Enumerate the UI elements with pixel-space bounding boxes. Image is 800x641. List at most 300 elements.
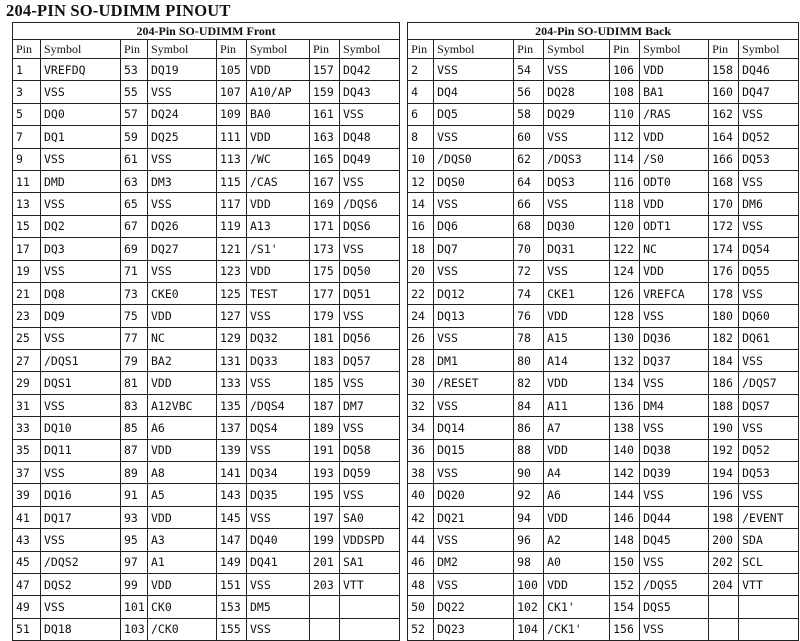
back-pin-symbol: VSS [434,394,514,416]
divider [400,103,408,125]
front-pin-symbol: BA0 [247,103,310,125]
back-pin-number: 170 [709,193,739,215]
back-pin-number: 92 [514,484,544,506]
back-pin-number: 158 [709,59,739,81]
back-pin-symbol: DQ60 [739,305,799,327]
back-pin-symbol: VSS [739,350,799,372]
front-pin-number: 133 [217,372,247,394]
front-pin-number: 81 [121,372,148,394]
back-pin-number: 184 [709,350,739,372]
front-pin-symbol: VSS [148,260,217,282]
table-row [13,103,799,125]
back-pin-number: 74 [514,282,544,304]
table-row [13,417,799,439]
front-pin-number: 19 [13,260,41,282]
back-pin-symbol: A7 [544,417,610,439]
back-pin-number: 60 [514,126,544,148]
front-pin-symbol: VSS [148,193,217,215]
front-pin-number: 17 [13,238,41,260]
back-pin-number: 188 [709,394,739,416]
table-row [13,59,799,81]
back-pin-symbol: /DQS5 [640,573,709,595]
back-pin-number: 134 [610,372,640,394]
divider [400,238,408,260]
back-pin-number: 84 [514,394,544,416]
front-pin-number: 15 [13,215,41,237]
back-pin-symbol: VDD [544,305,610,327]
front-pin-symbol: VDD [148,305,217,327]
front-pin-symbol: DQ40 [247,529,310,551]
back-pin-number: 198 [709,506,739,528]
front-pin-number: 65 [121,193,148,215]
back-pin-symbol: ODT0 [640,170,709,192]
front-pin-number: 151 [217,573,247,595]
table-row [13,573,799,595]
back-pin-symbol: DQ44 [640,506,709,528]
front-pin-symbol: VDD [247,260,310,282]
back-pin-number: 38 [408,462,434,484]
back-pin-number: 164 [709,126,739,148]
back-pin-symbol: VDD [640,260,709,282]
back-pin-symbol: DQ5 [434,103,514,125]
back-pin-number: 42 [408,506,434,528]
front-pin-symbol: DQ18 [41,618,121,640]
front-pin-number: 29 [13,372,41,394]
back-pin-symbol: VSS [640,417,709,439]
front-pin-number: 89 [121,462,148,484]
front-pin-number: 79 [121,350,148,372]
back-pin-number: 124 [610,260,640,282]
front-pin-number [310,618,340,640]
table-row [13,596,799,618]
back-pin-number: 96 [514,529,544,551]
back-pin-number: 44 [408,529,434,551]
table-row [13,350,799,372]
front-pin-number: 7 [13,126,41,148]
front-pin-number: 129 [217,327,247,349]
back-pin-number: 132 [610,350,640,372]
back-pin-number: 128 [610,305,640,327]
front-col-pin-header: Pin [310,40,340,59]
back-pin-number: 104 [514,618,544,640]
back-pin-number: 88 [514,439,544,461]
back-pin-number: 162 [709,103,739,125]
back-pin-symbol: CKE1 [544,282,610,304]
back-pin-symbol: VSS [640,618,709,640]
back-pin-number: 36 [408,439,434,461]
back-pin-number: 50 [408,596,434,618]
divider [400,573,408,595]
back-pin-number: 40 [408,484,434,506]
back-pin-symbol: DM4 [640,394,709,416]
back-pin-number: 192 [709,439,739,461]
back-pin-symbol: /DQS3 [544,148,610,170]
front-pin-symbol: VSS [340,305,400,327]
front-pin-symbol: DQ32 [247,327,310,349]
front-pin-number: 193 [310,462,340,484]
back-pin-symbol: NC [640,238,709,260]
front-pin-number: 111 [217,126,247,148]
table-row [13,170,799,192]
back-pin-number: 30 [408,372,434,394]
front-pin-symbol: DQ51 [340,282,400,304]
back-pin-symbol: VSS [739,417,799,439]
divider [400,282,408,304]
back-pin-number: 8 [408,126,434,148]
front-pin-symbol: DQS1 [41,372,121,394]
back-pin-number: 118 [610,193,640,215]
front-pin-symbol: VDD [247,126,310,148]
front-pin-number: 87 [121,439,148,461]
front-pin-symbol: VSS [247,305,310,327]
back-pin-symbol: DQS0 [434,170,514,192]
back-pin-number: 68 [514,215,544,237]
back-pin-number: 2 [408,59,434,81]
back-pin-number: 66 [514,193,544,215]
back-pin-number: 24 [408,305,434,327]
front-pin-symbol: DQ10 [41,417,121,439]
divider [400,551,408,573]
front-pin-symbol: BA2 [148,350,217,372]
divider [400,305,408,327]
front-pin-number: 37 [13,462,41,484]
back-pin-number: 12 [408,170,434,192]
back-pin-symbol: VSS [640,484,709,506]
front-pin-number: 149 [217,551,247,573]
back-pin-symbol: A15 [544,327,610,349]
back-pin-symbol: DQ61 [739,327,799,349]
front-pin-number: 99 [121,573,148,595]
front-pin-number: 119 [217,215,247,237]
front-pin-number: 41 [13,506,41,528]
front-pin-symbol: VSS [340,372,400,394]
back-pin-symbol: VDD [640,193,709,215]
back-pin-symbol: DQ14 [434,417,514,439]
front-pin-symbol: /DQS2 [41,551,121,573]
back-pin-symbol: VSS [434,126,514,148]
front-pin-symbol: VSS [41,394,121,416]
front-pin-symbol: DQ0 [41,103,121,125]
table-row [13,506,799,528]
divider [400,439,408,461]
front-pin-symbol: DQ34 [247,462,310,484]
back-pin-symbol: /S0 [640,148,709,170]
back-pin-symbol: DQ13 [434,305,514,327]
back-col-pin-header: Pin [610,40,640,59]
back-pin-symbol: VSS [544,126,610,148]
back-pin-number: 28 [408,350,434,372]
front-pin-number: 147 [217,529,247,551]
front-pin-symbol: DQ17 [41,506,121,528]
table-row [13,215,799,237]
back-pin-symbol: /EVENT [739,506,799,528]
back-pin-number: 168 [709,170,739,192]
back-pin-number: 194 [709,462,739,484]
table-row [13,193,799,215]
front-pin-number: 161 [310,103,340,125]
front-pin-symbol: VDD [148,439,217,461]
front-pin-symbol: VSS [41,596,121,618]
divider [400,148,408,170]
back-pin-symbol: DQ29 [544,103,610,125]
back-pin-number: 120 [610,215,640,237]
front-pin-symbol: DM3 [148,170,217,192]
back-pin-symbol: VSS [640,305,709,327]
back-pin-number: 202 [709,551,739,573]
front-pin-symbol: VDD [148,372,217,394]
front-pin-symbol: DQ48 [340,126,400,148]
front-pin-symbol: CK0 [148,596,217,618]
front-pin-number: 137 [217,417,247,439]
front-pin-number [310,596,340,618]
table-row [13,126,799,148]
front-pin-symbol: DMD [41,170,121,192]
front-pin-symbol: DQ58 [340,439,400,461]
front-pin-symbol: VDD [148,573,217,595]
table-row [13,81,799,103]
back-pin-symbol: VDD [544,372,610,394]
back-pin-number: 14 [408,193,434,215]
front-pin-symbol: CKE0 [148,282,217,304]
back-pin-number: 150 [610,551,640,573]
front-pin-number: 21 [13,282,41,304]
front-pin-symbol: VSS [41,462,121,484]
front-pin-number: 59 [121,126,148,148]
front-pin-symbol: VSS [247,506,310,528]
divider [400,529,408,551]
front-pin-symbol: VSS [41,529,121,551]
table-row [13,238,799,260]
back-pin-number: 200 [709,529,739,551]
front-pin-symbol: DQS2 [41,573,121,595]
front-pin-symbol: DQ8 [41,282,121,304]
front-pin-number: 143 [217,484,247,506]
front-pin-symbol: VSS [340,484,400,506]
front-pin-number: 173 [310,238,340,260]
front-pin-symbol: DQ59 [340,462,400,484]
back-pin-symbol: DQ30 [544,215,610,237]
front-pin-symbol: SA1 [340,551,400,573]
back-pin-number: 10 [408,148,434,170]
back-pin-number [709,596,739,618]
back-pin-number: 154 [610,596,640,618]
back-pin-symbol: /RAS [640,103,709,125]
front-pin-number: 199 [310,529,340,551]
front-pin-number: 9 [13,148,41,170]
back-col-pin-header: Pin [514,40,544,59]
back-pin-symbol: DQ45 [640,529,709,551]
divider [400,350,408,372]
front-pin-symbol: VDD [148,506,217,528]
back-pin-symbol: A14 [544,350,610,372]
front-pin-symbol: VDD [247,59,310,81]
front-pin-number: 203 [310,573,340,595]
front-pin-symbol: A8 [148,462,217,484]
front-pin-symbol: /S1' [247,238,310,260]
front-pin-symbol: DQ42 [340,59,400,81]
back-pin-symbol: VSS [739,282,799,304]
table-row [13,439,799,461]
back-pin-symbol: VREFCA [640,282,709,304]
divider [400,126,408,148]
front-pin-number: 25 [13,327,41,349]
back-pin-number: 86 [514,417,544,439]
back-pin-symbol: DQ47 [739,81,799,103]
back-col-pin-header: Pin [709,40,739,59]
front-pin-number: 139 [217,439,247,461]
back-pin-symbol: DQ52 [739,126,799,148]
front-pin-symbol: A3 [148,529,217,551]
front-pin-number: 101 [121,596,148,618]
front-pin-number: 123 [217,260,247,282]
front-pin-symbol: VSS [41,148,121,170]
front-pin-symbol: DQ26 [148,215,217,237]
back-pin-number: 62 [514,148,544,170]
front-pin-number: 183 [310,350,340,372]
back-pin-number: 102 [514,596,544,618]
front-pin-number: 67 [121,215,148,237]
front-pin-number: 57 [121,103,148,125]
back-col-symbol-header: Symbol [640,40,709,59]
front-pin-number: 97 [121,551,148,573]
back-pin-symbol: VDD [640,59,709,81]
section-heading-row [13,23,799,40]
divider [400,215,408,237]
front-pin-number: 23 [13,305,41,327]
back-pin-number: 138 [610,417,640,439]
back-pin-symbol: DQ20 [434,484,514,506]
divider [400,462,408,484]
back-pin-number: 180 [709,305,739,327]
front-pin-number: 3 [13,81,41,103]
back-pin-symbol: VSS [739,103,799,125]
back-pin-symbol: DQ52 [739,439,799,461]
front-pin-number: 127 [217,305,247,327]
back-pin-symbol: VDD [544,573,610,595]
front-pin-number: 55 [121,81,148,103]
divider [400,193,408,215]
front-pin-symbol: VSS [247,372,310,394]
front-pin-symbol: DQ43 [340,81,400,103]
front-pin-number: 13 [13,193,41,215]
back-pin-symbol: A11 [544,394,610,416]
back-pin-number: 98 [514,551,544,573]
front-pin-number: 121 [217,238,247,260]
front-pin-number: 47 [13,573,41,595]
front-pin-symbol: DQ50 [340,260,400,282]
back-pin-symbol: DQ15 [434,439,514,461]
back-pin-number: 82 [514,372,544,394]
back-pin-symbol: VSS [640,551,709,573]
back-pin-symbol: /RESET [434,372,514,394]
back-pin-number: 90 [514,462,544,484]
back-pin-symbol: DQ37 [640,350,709,372]
front-pin-number: 39 [13,484,41,506]
front-pin-number: 5 [13,103,41,125]
front-col-symbol-header: Symbol [148,40,217,59]
front-col-pin-header: Pin [217,40,247,59]
back-pin-number: 176 [709,260,739,282]
back-pin-number [709,618,739,640]
back-pin-symbol: DQ28 [544,81,610,103]
front-pin-symbol: A13 [247,215,310,237]
back-pin-symbol: DQS5 [640,596,709,618]
back-pin-number: 34 [408,417,434,439]
front-pin-number: 61 [121,148,148,170]
back-pin-symbol: DQ23 [434,618,514,640]
front-pin-number: 73 [121,282,148,304]
divider [400,81,408,103]
back-pin-symbol: A0 [544,551,610,573]
back-pin-number: 48 [408,573,434,595]
front-pin-symbol: DQ19 [148,59,217,81]
front-pin-symbol: /WC [247,148,310,170]
front-pin-number: 49 [13,596,41,618]
back-pin-number: 156 [610,618,640,640]
front-pin-number: 191 [310,439,340,461]
back-pin-number: 32 [408,394,434,416]
table-row [13,282,799,304]
front-pin-symbol: VSS [148,81,217,103]
back-pin-symbol: VSS [544,59,610,81]
front-pin-number: 43 [13,529,41,551]
front-pin-number: 33 [13,417,41,439]
back-pin-number: 26 [408,327,434,349]
back-pin-number: 64 [514,170,544,192]
front-pin-number: 45 [13,551,41,573]
back-pin-number: 54 [514,59,544,81]
back-pin-symbol: VDD [544,439,610,461]
front-pin-symbol: DQ57 [340,350,400,372]
front-pin-number: 197 [310,506,340,528]
back-pin-symbol: DQ39 [640,462,709,484]
front-pin-symbol: VSS [247,618,310,640]
back-pin-number: 148 [610,529,640,551]
front-pin-symbol: VDDSPD [340,529,400,551]
back-pin-number: 22 [408,282,434,304]
front-pin-symbol: /CK0 [148,618,217,640]
back-pin-number: 4 [408,81,434,103]
front-pin-number: 153 [217,596,247,618]
front-pin-number: 53 [121,59,148,81]
front-pin-symbol: /DQS1 [41,350,121,372]
front-pin-symbol: DQ25 [148,126,217,148]
table-row [13,372,799,394]
front-pin-symbol [340,618,400,640]
back-pin-number: 182 [709,327,739,349]
back-pin-symbol: CK1' [544,596,610,618]
front-pin-symbol: VTT [340,573,400,595]
back-pin-number: 72 [514,260,544,282]
front-heading: 204-Pin SO-UDIMM Front [13,23,400,40]
back-pin-symbol: BA1 [640,81,709,103]
back-pin-symbol: VTT [739,573,799,595]
back-pin-number: 160 [709,81,739,103]
front-pin-number: 77 [121,327,148,349]
back-pin-symbol: A2 [544,529,610,551]
front-pin-symbol: DQ35 [247,484,310,506]
front-pin-symbol: /DQS4 [247,394,310,416]
front-pin-symbol: VREFDQ [41,59,121,81]
front-pin-number: 187 [310,394,340,416]
front-pin-symbol: DQ56 [340,327,400,349]
front-pin-number: 195 [310,484,340,506]
front-pin-number: 63 [121,170,148,192]
table-row [13,394,799,416]
back-pin-symbol: DQ55 [739,260,799,282]
back-pin-symbol: DM6 [739,193,799,215]
front-pin-symbol: A5 [148,484,217,506]
